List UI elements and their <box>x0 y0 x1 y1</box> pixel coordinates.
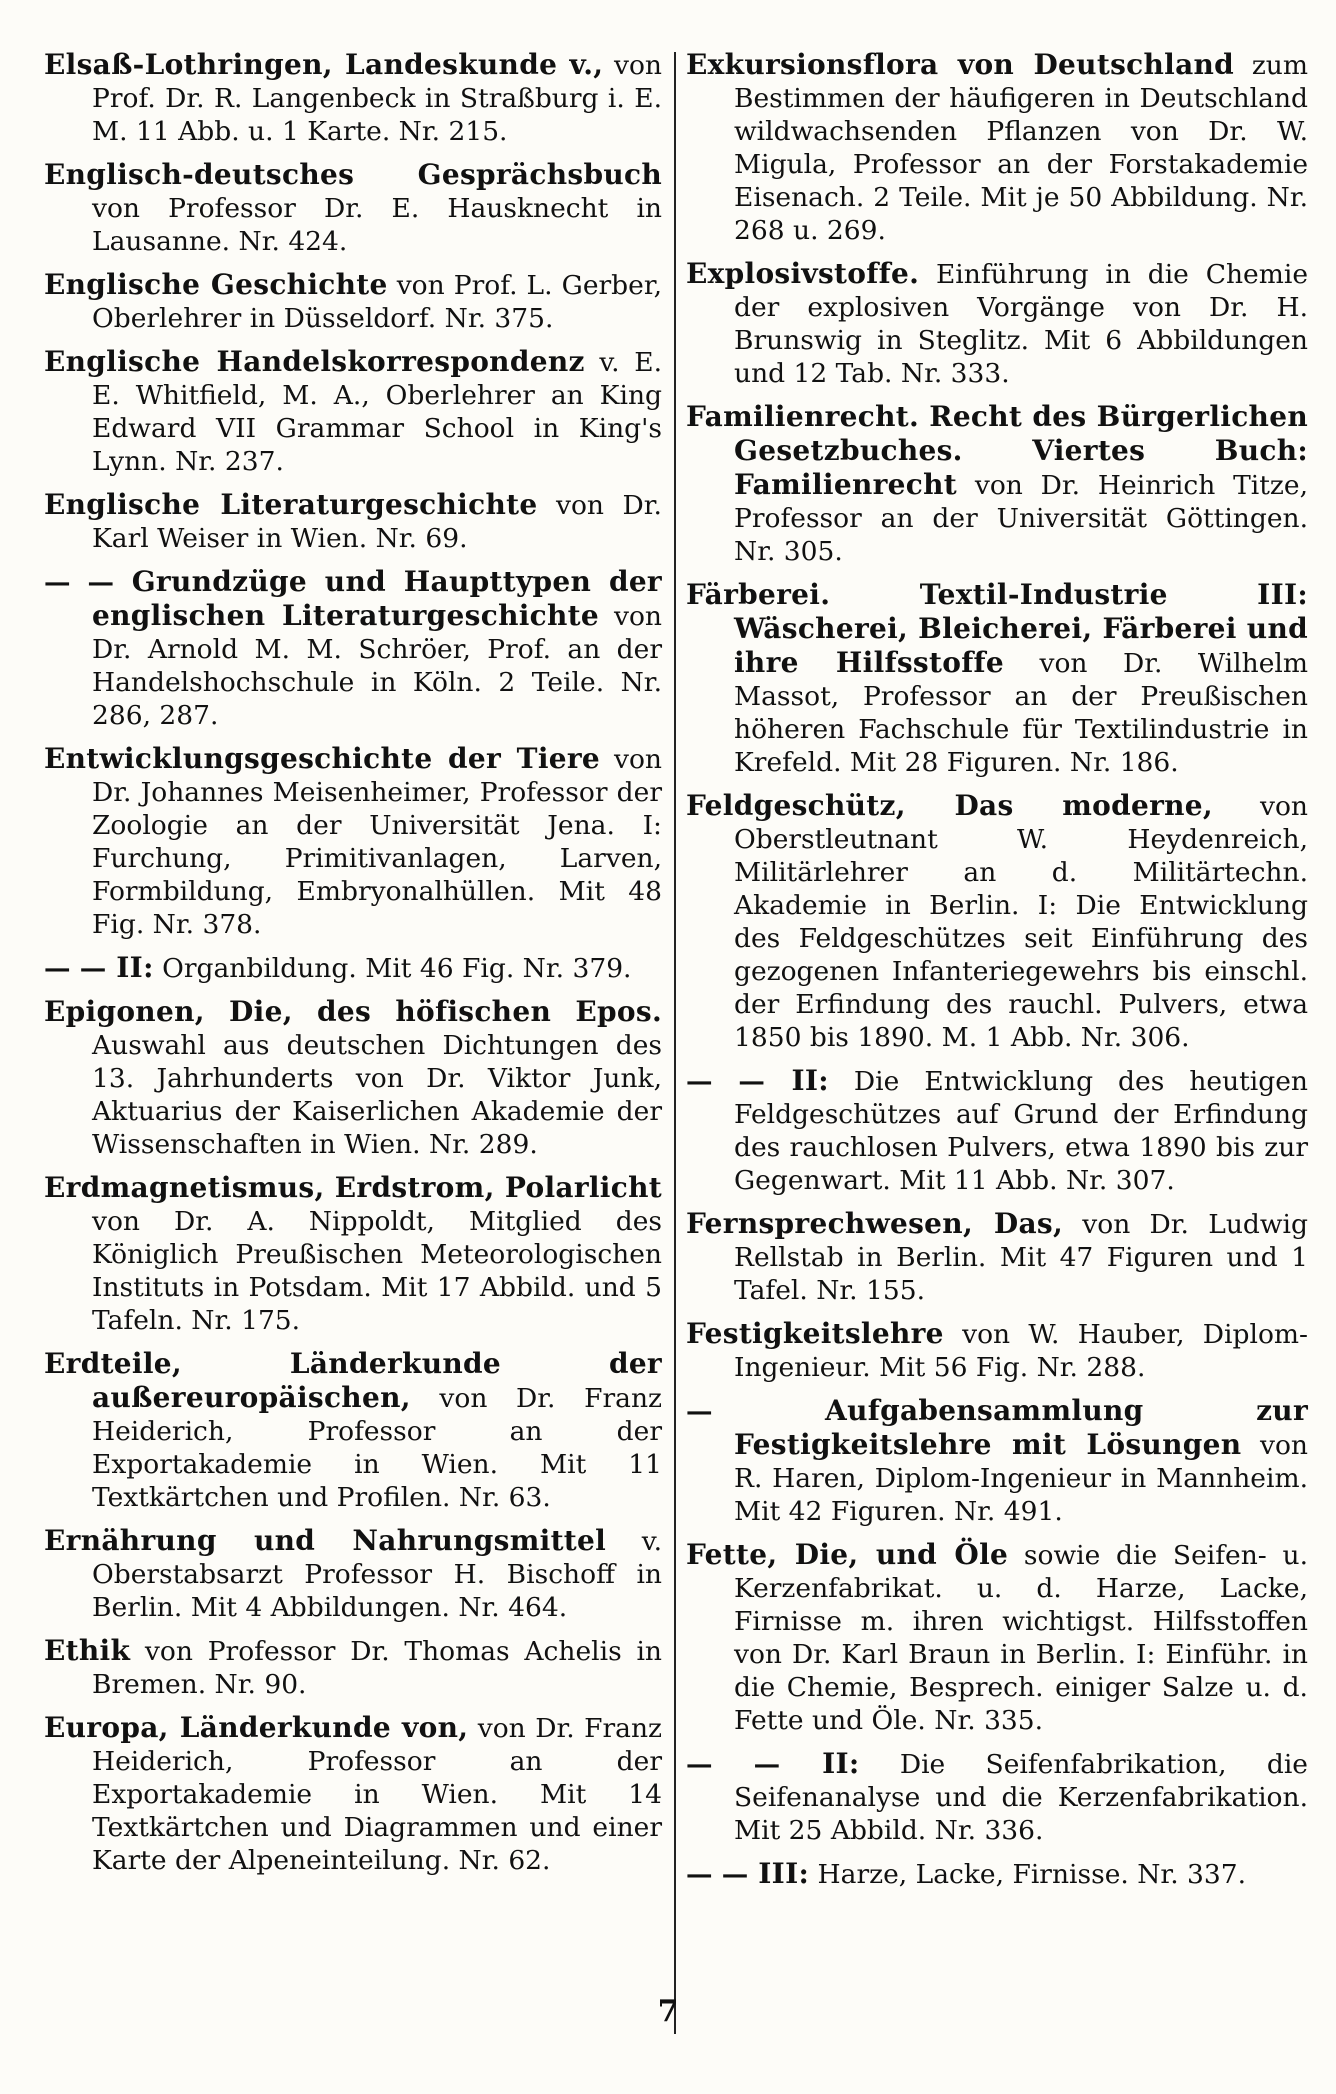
entry-description: v. E. E. Whitfield, M. A., Oberlehrer an King Edward VII Grammar School in King's Lynn. Nr. 237. <box>92 347 663 477</box>
entry-description: von Dr. Franz Heiderich, Professor an der Exportakademie in Wien. Mit 11 Textkärtchen und Profilen. Nr. 63. <box>92 1383 662 1513</box>
entry-title: Englisch-deutsches Gesprächsbuch <box>44 158 662 191</box>
entry-title: Erdmagnetismus, Erdstrom, Polarlicht <box>44 1171 662 1204</box>
entry-description: von Dr. Johannes Meisenheimer, Professor der Zoologie an der Universität Jena. I: Furchung, Primitivanlagen, Larven, Formbildung, Embryonalhüllen. Mit 48 Fig. Nr. 378. <box>92 744 662 940</box>
entry-title: Explosivstoffe. <box>686 257 920 290</box>
catalog-entry <box>44 1711 662 1877</box>
entry-title: Aufgabensammlung zur Festigkeitslehre mit Lösungen <box>712 1394 1308 1461</box>
entry-title: Ethik <box>44 1634 131 1667</box>
entry-description: sowie die Seifen- u. Kerzenfabrikat. u. d. Harze, Lacke, Firnisse m. ihren wichtigst. Hilfsstoffen von Dr. Karl Braun in Berlin. I: Einführ. in die Chemie, Besprech. einiger Salze u. d. Fette und Öle. Nr. 335. <box>734 1540 1309 1736</box>
entry-description: von Dr. Ludwig Rellstab in Berlin. Mit 47 Figuren und 1 Tafel. Nr. 155. <box>734 1209 1308 1306</box>
catalog-entry <box>686 1207 1308 1307</box>
entry-description: Die Seifenfabrikation, die Seifenanalyse und die Kerzenfabrikation. Mit 25 Abbild. Nr. 336. <box>734 1749 1308 1846</box>
entry-description: von Professor Dr. Thomas Achelis in Bremen. Nr. 90. <box>92 1636 662 1700</box>
catalog-entry <box>44 742 662 941</box>
entry-description: von R. Haren, Diplom-Ingenieur in Mannheim. Mit 42 Figuren. Nr. 491. <box>734 1430 1309 1527</box>
catalog-entry <box>686 1064 1308 1197</box>
catalog-entry <box>44 565 662 732</box>
column-divider <box>674 52 676 2034</box>
continuation-dash: — <box>686 1396 713 1427</box>
entry-title: Fernsprechwesen, Das, <box>686 1207 1064 1240</box>
continuation-dash: — — <box>686 1066 765 1097</box>
catalog-entry <box>44 1524 662 1624</box>
entry-description: von Professor Dr. E. Hausknecht in Lausanne. Nr. 424. <box>92 193 662 257</box>
catalog-entry <box>44 488 662 555</box>
entry-description: Auswahl aus deutschen Dichtungen des 13. Jahrhunderts von Dr. Viktor Junk, Aktuarius der Kaiserlichen Akademie der Wissenschaften in Wien. Nr. 289. <box>92 1030 662 1160</box>
catalog-entry <box>44 951 662 985</box>
catalog-entry <box>686 1747 1308 1847</box>
catalog-entry <box>44 1171 662 1337</box>
entry-title: Englische Geschichte <box>44 268 388 301</box>
entry-title: Epigonen, Die, des höfischen Epos. <box>44 995 662 1028</box>
catalog-entry <box>686 1538 1308 1737</box>
catalog-entry <box>44 158 662 258</box>
catalog-entry <box>686 1857 1308 1891</box>
entry-title: Feldgeschütz, Das moderne, <box>686 789 1213 822</box>
entry-description: Einführung in die Chemie der explosiven Vorgänge von Dr. H. Brunswig in Steglitz. Mit 6 Abbildungen und 12 Tab. Nr. 333. <box>734 259 1308 389</box>
entry-title: Englische Handelskorrespondenz <box>44 345 585 378</box>
entry-title: Europa, Länderkunde von, <box>44 1711 469 1744</box>
entry-title: Grundzüge und Haupttypen der englischen Literaturgeschichte <box>92 565 662 632</box>
entry-title: II: <box>764 1064 829 1097</box>
entry-description: von Dr. Franz Heiderich, Professor an der Exportakademie in Wien. Mit 14 Textkärtchen und Diagrammen und einer Karte der Alpeneinteilung. Nr. 62. <box>92 1713 662 1876</box>
entry-description: von Dr. A. Nippoldt, Mitglied des Königlich Preußischen Meteorologischen Instituts in Potsdam. Mit 17 Abbild. und 5 Tafeln. Nr. 175. <box>92 1206 662 1336</box>
page-number: 7 <box>657 1994 679 2029</box>
catalog-entry <box>686 578 1308 779</box>
entry-description: von Dr. Wilhelm Massot, Professor an der Preußischen höheren Fachschule für Textilindustrie in Krefeld. Mit 28 Figuren. Nr. 186. <box>734 648 1308 778</box>
entry-title: Englische Literaturgeschichte <box>44 488 538 521</box>
entry-description: von Dr. Karl Weiser in Wien. Nr. 69. <box>92 490 662 554</box>
entry-title: Exkursionsflora von Deutschland <box>686 48 1235 81</box>
entry-description: von Dr. Arnold M. M. Schröer, Prof. an der Handelshochschule in Köln. 2 Teile. Nr. 286, 287. <box>92 601 662 731</box>
entry-title: Festigkeitslehre <box>686 1317 944 1350</box>
continuation-dash: — — <box>686 1749 781 1780</box>
continuation-dash: — — <box>44 953 107 984</box>
catalog-entry <box>44 268 662 335</box>
entry-description: zum Bestimmen der häufigeren in Deutschland wildwachsenden Pflanzen von Dr. W. Migula, Professor an der Forstakademie Eisenach. 2 Teile. Mit je 50 Abbildung. Nr. 268 u. 269. <box>734 50 1308 246</box>
entry-title: II: <box>106 951 154 984</box>
catalog-entry <box>686 1317 1308 1384</box>
catalog-entry <box>686 400 1308 568</box>
catalog-entry <box>686 48 1308 247</box>
continuation-dash: — — <box>44 567 114 598</box>
catalog-entry <box>686 257 1308 390</box>
catalog-entry <box>44 345 662 478</box>
entry-title: Färberei. Textil-Industrie III: Wäscherei, Bleicherei, Färberei und ihre Hilfsstoffe <box>686 578 1308 679</box>
entry-title: III: <box>748 1857 810 1890</box>
right-column <box>686 48 1308 1901</box>
catalog-entry <box>686 789 1308 1054</box>
catalog-entry <box>44 48 662 148</box>
entry-title: Erdteile, Länderkunde der außereuropäischen, <box>44 1347 662 1414</box>
entry-description: Organbildung. Mit 46 Fig. Nr. 379. <box>153 953 632 984</box>
catalog-entry <box>44 1347 662 1514</box>
catalog-entry <box>44 995 662 1161</box>
entry-title: Elsaß-Lothringen, Landeskunde v., <box>44 48 604 81</box>
entry-description: v. Oberstabsarzt Professor H. Bischoff in Berlin. Mit 4 Abbildungen. Nr. 464. <box>92 1526 662 1623</box>
catalog-entry <box>44 1634 662 1701</box>
entry-title: Ernährung und Nahrungsmittel <box>44 1524 607 1557</box>
entry-description: von W. Hauber, Diplom-Ingenieur. Mit 56 Fig. Nr. 288. <box>734 1319 1308 1383</box>
left-column <box>44 48 662 1887</box>
catalog-entry <box>686 1394 1308 1528</box>
entry-title: Fette, Die, und Öle <box>686 1538 1009 1571</box>
entry-description: Die Entwicklung des heutigen Feldgeschützes auf Grund der Erfindung des rauchlosen Pulvers, etwa 1890 bis zur Gegenwart. Mit 11 Abb. Nr. 307. <box>734 1066 1308 1196</box>
continuation-dash: — — <box>686 1859 749 1890</box>
entry-title: II: <box>780 1747 860 1780</box>
entry-description: von Prof. Dr. R. Langenbeck in Straßburg i. E. M. 11 Abb. u. 1 Karte. Nr. 215. <box>92 50 662 147</box>
entry-title: Familienrecht. Recht des Bürgerlichen Gesetzbuches. Viertes Buch: Familienrecht <box>686 400 1308 501</box>
entry-title: Entwicklungsgeschichte der Tiere <box>44 742 601 775</box>
entry-description: von Oberstleutnant W. Heydenreich, Militärlehrer an d. Militärtechn. Akademie in Berlin. I: Die Entwicklung des Feldgeschützes seit Einführung des gezogenen Infanteriegewehrs bis einschl. der Erfindung des rauchl. Pulvers, etwa 1850 bis 1890. M. 1 Abb. Nr. 306. <box>734 791 1308 1053</box>
entry-description: von Prof. L. Gerber, Oberlehrer in Düsseldorf. Nr. 375. <box>92 270 662 334</box>
entry-description: von Dr. Heinrich Titze, Professor an der Universität Göttingen. Nr. 305. <box>734 470 1308 567</box>
entry-description: Harze, Lacke, Firnisse. Nr. 337. <box>809 1859 1247 1890</box>
